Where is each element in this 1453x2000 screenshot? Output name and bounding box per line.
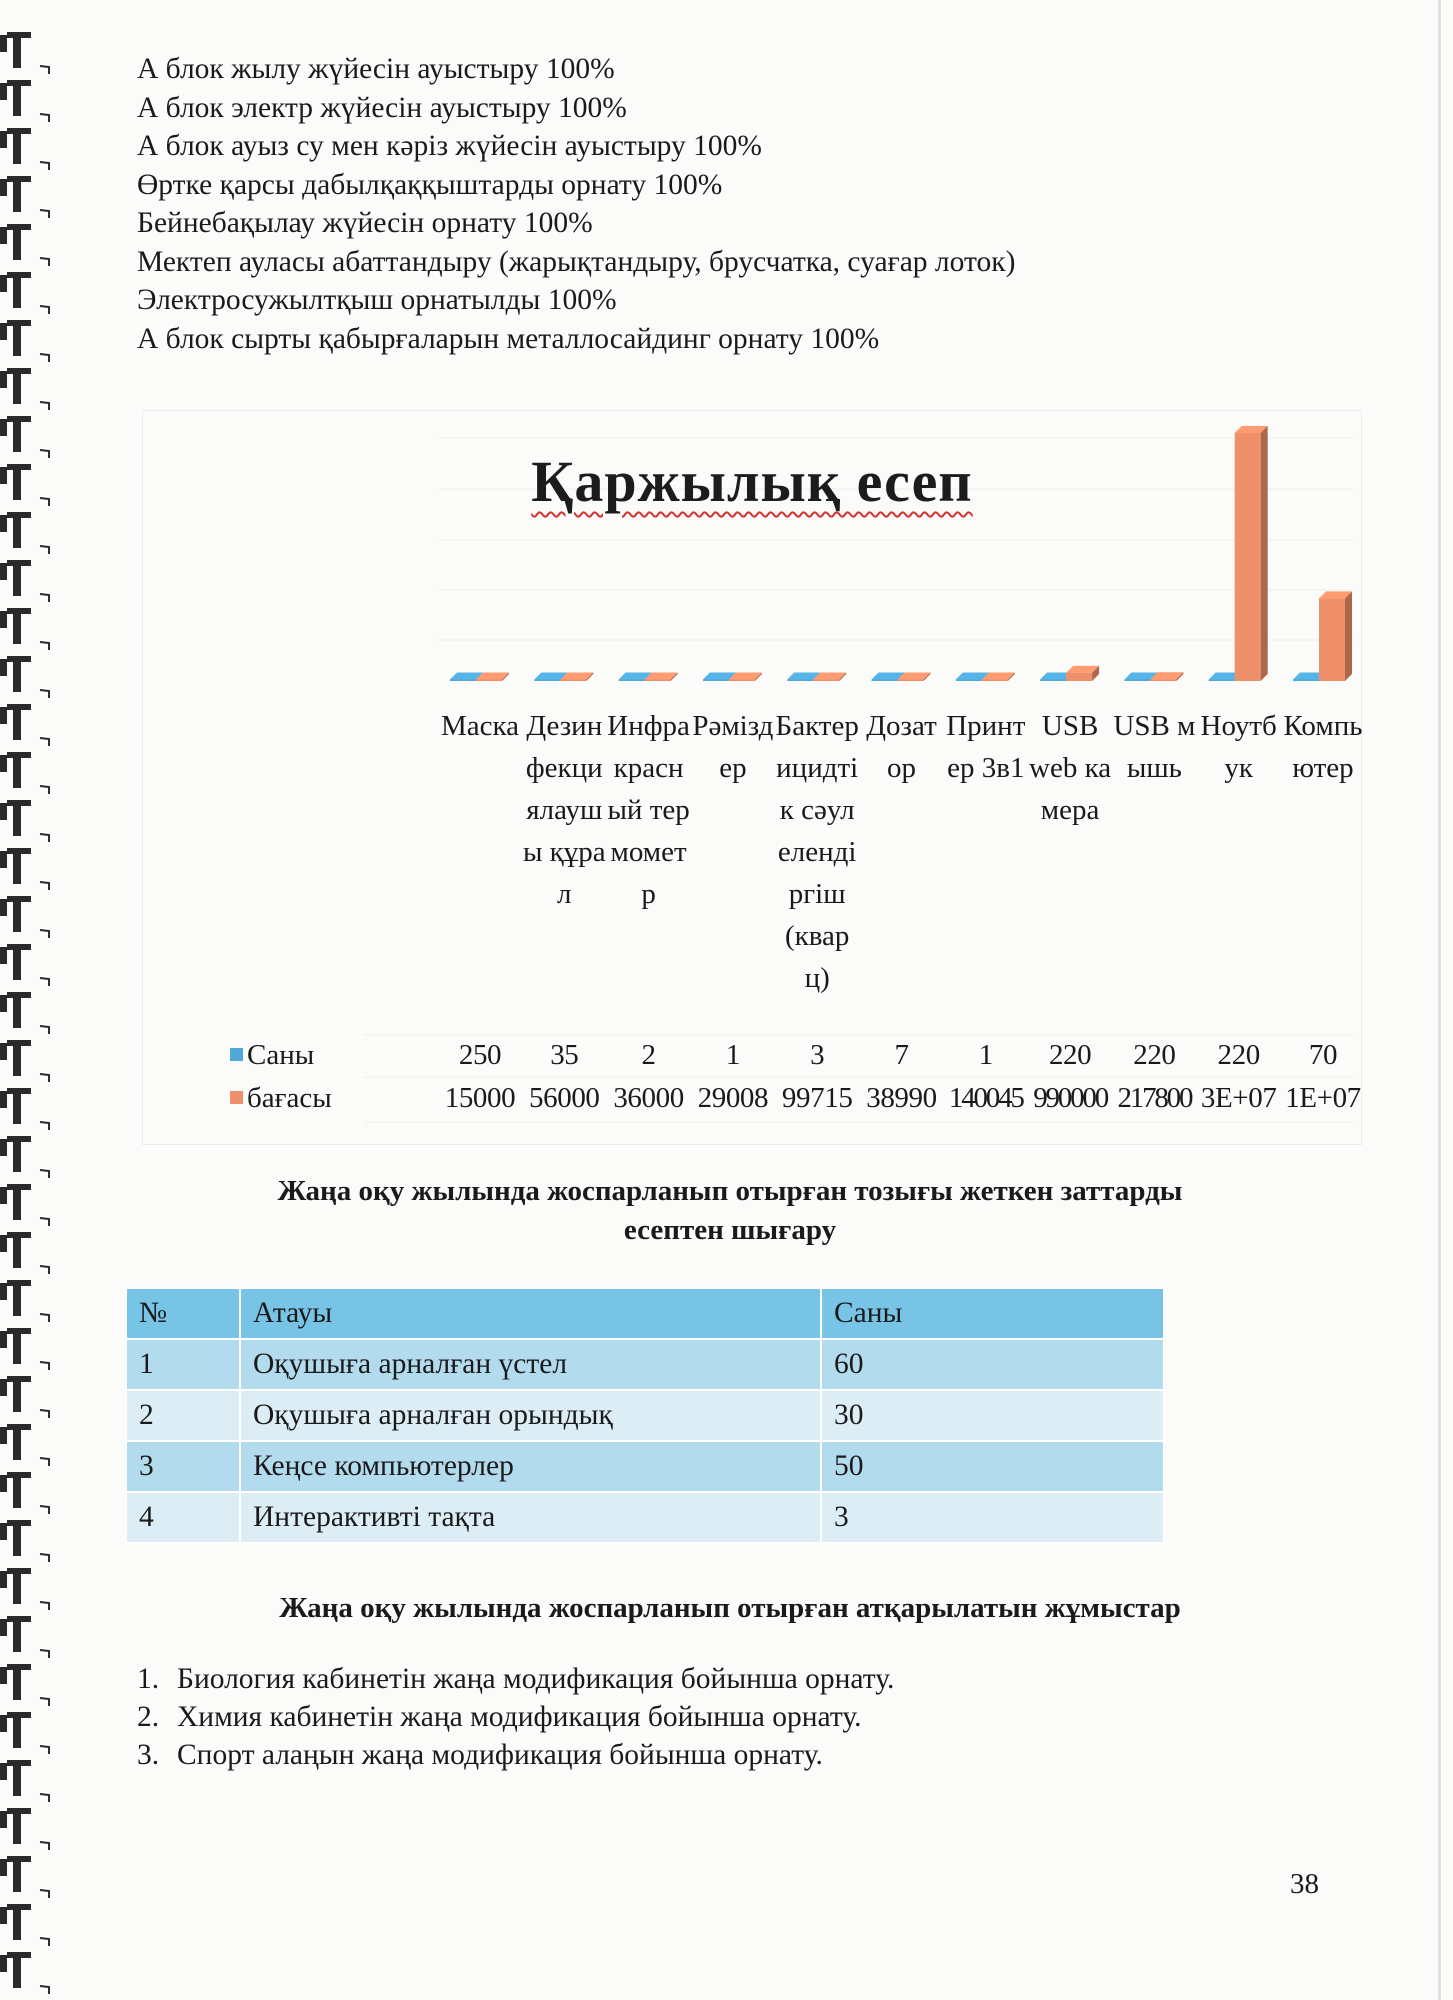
table-cell: 4 [126,1492,240,1543]
binding-ring [0,1472,49,1514]
table-cell: Интерактивті тақта [240,1492,821,1543]
chart-title: Қаржылық есеп [531,449,973,514]
data-label: 29008 [697,1082,769,1114]
data-label: 217800 [1117,1082,1192,1114]
item-text: Химия кабинетін жаңа модификация бойынша орнату. [177,1701,862,1733]
list-item: А блок электр жүйесін ауыстыру 100% [137,91,627,124]
data-label: 56000 [529,1082,600,1114]
data-label: 220 [1048,1039,1092,1071]
binding-ring [0,1952,49,1994]
data-label: 1E+07 [1285,1082,1361,1114]
column-header-count: Саны [821,1288,1164,1339]
binding-ring [0,464,49,506]
table-row [126,1492,1164,1543]
data-label: 3E+07 [1200,1082,1277,1114]
category-label: Принтер 3в1 [946,710,1026,784]
heading-line: есептен шығару [623,1214,837,1246]
table-row [126,1339,1164,1390]
list-item: Мектеп ауласы абаттандыру (жарықтандыру, брусчатка, суағар лоток) [137,245,1016,278]
list-item: А блок жылу жүйесін ауыстыру 100% [137,53,615,85]
column-header-number: № [126,1288,240,1339]
binding-ring [0,1280,49,1322]
list-item: А блок ауыз су мен кәріз жүйесін ауыстыру 100% [137,130,762,162]
table-cell: Оқушыға арналған үстел [240,1339,821,1390]
legend-label: Саны [247,1039,315,1071]
category-label: Дозатор [866,710,937,784]
table-row [126,1390,1164,1441]
binding-ring [0,1184,49,1226]
binding-ring [0,656,49,698]
completed-works-list [137,50,1015,358]
spiral-binding [0,0,70,2000]
data-label: 3 [810,1039,825,1071]
data-label: 35 [550,1039,579,1071]
binding-ring [0,1808,49,1850]
table-cell: Кеңсе компьютерлер [240,1441,821,1492]
binding-ring [0,1568,49,1610]
page-edge [1438,0,1441,2000]
data-label: 70 [1308,1039,1338,1071]
list-item: А блок сырты қабырғаларын металлосайдинг орнату 100% [137,322,880,355]
bar-bagasy [1319,591,1352,681]
category-label: Маска [440,710,520,742]
binding-ring [0,1904,49,1946]
list-item: Бейнебақылау жүйесін орнату 100% [137,207,593,239]
binding-ring [0,800,49,842]
bar-bagasy [1066,666,1099,681]
legend-key [230,1032,380,1078]
data-label: 1 [978,1039,993,1071]
list-item: Өртке қарсы дабылқаққыштарды орнату 100% [137,168,723,201]
data-label: 15000 [444,1082,516,1114]
category-label: Ноутбук [1200,710,1277,784]
finance-chart [142,410,1362,1145]
category-label: Рәміздер [692,710,774,784]
category-label: USB web камера [1029,710,1112,826]
data-label: 220 [1217,1039,1260,1071]
legend-swatch [230,1048,243,1061]
legend-label: бағасы [247,1082,332,1114]
category-label: Компьютер [1283,710,1362,784]
column-header-name: Атауы [240,1288,821,1339]
binding-ring [0,608,49,650]
data-label: 2 [641,1039,656,1071]
binding-ring [0,896,49,938]
binding-ring [0,1040,49,1082]
list-item: Электросужылтқыш орнатылды 100% [137,284,617,316]
category-label: Инфракрасный термометр [607,710,690,910]
legend-swatch [230,1091,243,1104]
binding-ring [0,944,49,986]
legend-key [230,1075,380,1121]
binding-ring [0,1520,49,1562]
table-cell: 3 [821,1492,1164,1543]
table-cell: Оқушыға арналған орындық [240,1390,821,1441]
planned-works-heading: Жаңа оқу жылында жоспарланып отырған атқарылатын жұмыстар [279,1592,1181,1624]
write-off-table [125,1287,1165,1544]
binding-ring [0,704,49,746]
item-text: Спорт алаңын жаңа модификация бойынша орнату. [177,1739,823,1771]
data-label: 99715 [781,1082,853,1114]
table-cell: 60 [821,1339,1164,1390]
table-cell: 50 [821,1441,1164,1492]
binding-ring [0,416,49,458]
binding-ring [0,176,49,218]
table-cell: 30 [821,1390,1164,1441]
table-cell: 2 [126,1390,240,1441]
binding-ring [0,1712,49,1754]
item-number: 1. [137,1663,160,1695]
binding-ring [0,752,49,794]
planned-works-list [137,1660,894,1774]
list-item [137,1698,894,1736]
binding-ring [0,1424,49,1466]
binding-ring [0,1232,49,1274]
table-cell: 3 [126,1441,240,1492]
binding-ring [0,1664,49,1706]
binding-ring [0,992,49,1034]
binding-ring [0,848,49,890]
binding-ring [0,560,49,602]
binding-ring [0,1760,49,1802]
category-label: USB мышь [1113,710,1196,784]
item-number: 3. [137,1739,160,1771]
table-cell: 1 [126,1339,240,1390]
binding-ring [0,1616,49,1658]
data-label: 140045 [948,1082,1023,1114]
data-label: 220 [1133,1039,1176,1071]
binding-ring [0,32,49,74]
binding-ring [0,272,49,314]
list-item [137,1660,894,1698]
binding-ring [0,80,49,122]
data-label: 38990 [866,1082,937,1114]
heading-line: Жаңа оқу жылында жоспарланып отырған тозығы жеткен заттарды [277,1175,1183,1207]
write-off-heading [140,1172,1320,1250]
category-label: Дезинфекциялаушы құрал [522,710,606,910]
binding-ring [0,224,49,266]
binding-ring [0,1088,49,1130]
binding-ring [0,1328,49,1370]
table-row [126,1441,1164,1492]
binding-ring [0,368,49,410]
data-label: 1 [725,1039,740,1071]
data-label: 990000 [1033,1082,1107,1114]
binding-ring [0,320,49,362]
binding-ring [0,1376,49,1418]
binding-ring [0,1856,49,1898]
data-label: 36000 [613,1082,684,1114]
page-number: 38 [1290,1868,1319,1900]
data-label: 250 [458,1039,502,1071]
data-label: 7 [894,1039,909,1071]
table-header-row [126,1288,1164,1339]
item-number: 2. [137,1701,160,1733]
list-item [137,1736,894,1774]
binding-ring [0,1136,49,1178]
item-text: Биология кабинетін жаңа модификация бойынша орнату. [177,1663,895,1695]
binding-ring [0,512,49,554]
binding-ring [0,128,49,170]
category-label: Бактерицидтік сәулелендіргіш (кварц) [775,710,859,994]
